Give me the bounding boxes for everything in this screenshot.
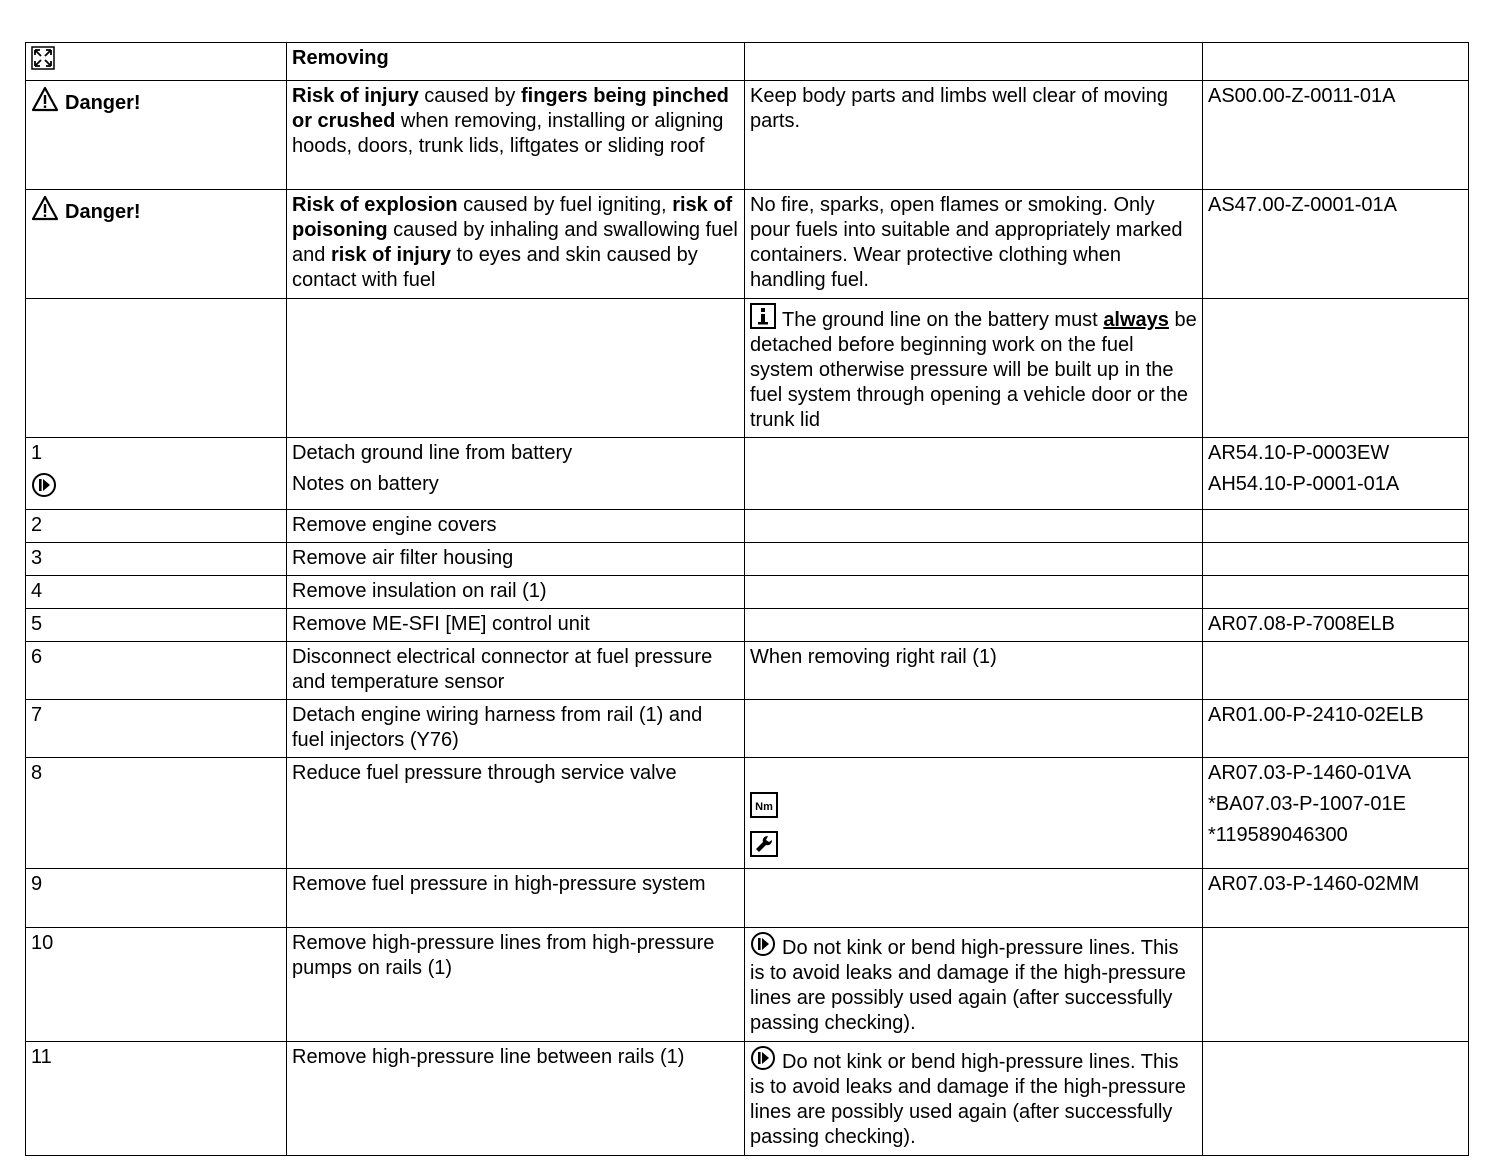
step-number: 11 <box>26 1042 287 1156</box>
step-action: Remove engine covers <box>287 510 745 543</box>
step-note <box>745 869 1203 928</box>
step-reference[interactable]: AH54.10-P-0001-01A <box>1208 473 1400 495</box>
step-reference[interactable]: AR07.08-P-7008ELB <box>1203 609 1469 642</box>
step-number: 8 <box>26 758 287 869</box>
warning-reference[interactable]: AS47.00-Z-0001-01A <box>1203 190 1469 299</box>
expand-arrows-icon <box>31 46 55 70</box>
step-number: 1 <box>31 442 43 464</box>
step-number: 9 <box>26 869 287 928</box>
step-reference[interactable]: AR01.00-P-2410-02ELB <box>1203 700 1469 758</box>
step-row <box>26 928 1469 1042</box>
info-row <box>26 299 1469 438</box>
special-tool-icon <box>750 831 778 857</box>
step-note: Do not kink or bend high-pressure lines. This is to avoid leaks and damage if the high-pressure lines are possibly used again (after successfully passing checking). <box>745 928 1203 1042</box>
warning-reference[interactable]: AS00.00-Z-0011-01A <box>1203 81 1469 190</box>
step-action: Remove insulation on rail (1) <box>287 576 745 609</box>
step-row <box>26 438 1469 510</box>
header-row <box>26 43 1469 81</box>
step-action: Remove fuel pressure in high-pressure system <box>287 869 745 928</box>
warning-triangle-icon <box>31 195 59 221</box>
step-action: Detach engine wiring harness from rail (1) and fuel injectors (Y76) <box>287 700 745 758</box>
step-reference[interactable]: AR07.03-P-1460-02MM <box>1203 869 1469 928</box>
step-row <box>26 510 1469 543</box>
step-number: 10 <box>26 928 287 1042</box>
step-action: Remove high-pressure lines from high-pressure pumps on rails (1) <box>287 928 745 1042</box>
procedure-table <box>25 42 1469 1156</box>
step-row <box>26 576 1469 609</box>
notes-arrow-icon <box>31 472 57 498</box>
step-action: Disconnect electrical connector at fuel pressure and temperature sensor <box>287 642 745 700</box>
step-note <box>745 438 1203 510</box>
step-number: 2 <box>26 510 287 543</box>
step-reference[interactable]: *119589046300 <box>1208 824 1348 846</box>
step-note <box>745 543 1203 576</box>
step-number: 5 <box>26 609 287 642</box>
step-note <box>745 700 1203 758</box>
step-number: 3 <box>26 543 287 576</box>
notes-arrow-icon <box>750 1045 776 1071</box>
step-sub-action: Notes on battery <box>292 473 439 495</box>
warning-remedy: Keep body parts and limbs well clear of moving parts. <box>745 81 1203 190</box>
info-icon <box>750 303 776 329</box>
warning-row <box>26 81 1469 190</box>
step-action: Reduce fuel pressure through service valve <box>287 758 745 869</box>
step-reference[interactable]: AR07.03-P-1460-01VA <box>1208 762 1412 784</box>
section-title: Removing <box>287 43 745 81</box>
step-row <box>26 609 1469 642</box>
step-action: Detach ground line from battery <box>292 442 573 464</box>
warning-triangle-icon <box>31 86 59 112</box>
step-action: Remove ME-SFI [ME] control unit <box>287 609 745 642</box>
step-reference[interactable]: *BA07.03-P-1007-01E <box>1208 793 1406 815</box>
torque-nm-icon <box>750 792 778 818</box>
step-reference[interactable]: AR54.10-P-0003EW <box>1208 442 1390 464</box>
step-note <box>745 510 1203 543</box>
warning-row <box>26 190 1469 299</box>
step-number: 7 <box>26 700 287 758</box>
step-row <box>26 543 1469 576</box>
step-row <box>26 869 1469 928</box>
step-action: Remove air filter housing <box>287 543 745 576</box>
info-note: The ground line on the battery must always be detached before beginning work on the fuel system otherwise pressure will be built up in the fuel system through opening a vehicle door or the trunk lid <box>745 299 1203 438</box>
step-number: 4 <box>26 576 287 609</box>
warning-label: Danger! <box>65 92 141 114</box>
warning-description: Risk of explosion caused by fuel igniting, risk of poisoning caused by inhaling and swallowing fuel and risk of injury to eyes and skin caused by contact with fuel <box>287 190 745 299</box>
step-number: 6 <box>26 642 287 700</box>
warning-label: Danger! <box>65 201 141 223</box>
step-row <box>26 758 1469 869</box>
step-row <box>26 1042 1469 1156</box>
warning-remedy: No fire, sparks, open flames or smoking. Only pour fuels into suitable and appropriately marked containers. Wear protective clothing when handling fuel. <box>745 190 1203 299</box>
step-note <box>745 576 1203 609</box>
step-note: When removing right rail (1) <box>745 642 1203 700</box>
step-row <box>26 642 1469 700</box>
step-action: Remove high-pressure line between rails (1) <box>287 1042 745 1156</box>
step-row <box>26 700 1469 758</box>
warning-description: Risk of injury caused by fingers being pinched or crushed when removing, installing or aligning hoods, doors, trunk lids, liftgates or sliding roof <box>287 81 745 190</box>
step-note <box>745 609 1203 642</box>
step-note: Do not kink or bend high-pressure lines. This is to avoid leaks and damage if the high-pressure lines are possibly used again (after successfully passing checking). <box>745 1042 1203 1156</box>
header-icon-cell <box>26 43 287 81</box>
svg-text:Nm: Nm <box>755 801 773 813</box>
notes-arrow-icon <box>750 931 776 957</box>
